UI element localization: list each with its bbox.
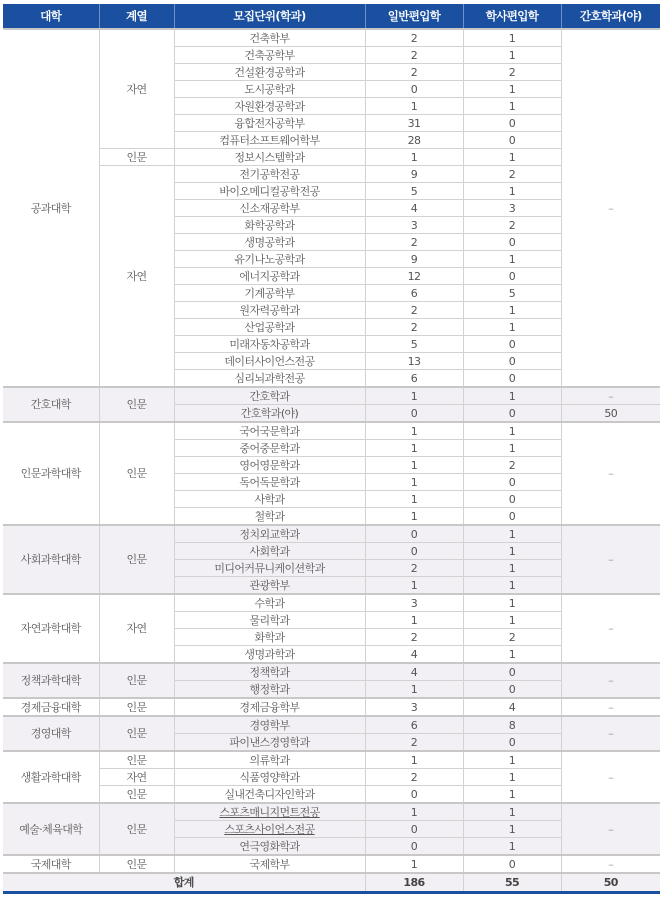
nursing-night-count: – (561, 855, 660, 873)
college-name: 경영대학 (3, 716, 99, 751)
track-name: 인문 (99, 786, 174, 804)
general-transfer-count: 9 (365, 166, 463, 183)
track-name: 인문 (99, 698, 174, 716)
general-transfer-count: 2 (365, 234, 463, 251)
track-name: 인문 (99, 855, 174, 873)
bachelor-transfer-count: 1 (463, 98, 561, 115)
department-link[interactable]: 스포츠매니지먼트전공 (219, 805, 320, 819)
general-transfer-count: 4 (365, 200, 463, 217)
nursing-night-count: 50 (561, 405, 660, 423)
general-transfer-count: 1 (365, 440, 463, 457)
department-name: 건축공학부 (174, 47, 365, 64)
transfer-admission-quota-table (3, 4, 660, 894)
bachelor-transfer-count: 2 (463, 217, 561, 234)
bachelor-transfer-count: 5 (463, 285, 561, 302)
college-name: 예술·체육대학 (3, 803, 99, 855)
general-transfer-count: 1 (365, 855, 463, 873)
general-transfer-count: 31 (365, 115, 463, 132)
general-transfer-count: 2 (365, 319, 463, 336)
header-general-transfer: 일반편입학 (365, 4, 463, 29)
bachelor-transfer-count: 8 (463, 716, 561, 734)
college-name: 간호대학 (3, 387, 99, 422)
bachelor-transfer-count: 1 (463, 81, 561, 98)
department-link[interactable]: 스포츠사이언스전공 (224, 822, 315, 836)
department-name[interactable] (174, 821, 365, 838)
general-transfer-count: 28 (365, 132, 463, 149)
department-name: 수학과 (174, 594, 365, 612)
track-name: 자연 (99, 166, 174, 388)
track-name: 인문 (99, 525, 174, 594)
general-transfer-count: 2 (365, 769, 463, 786)
general-transfer-count: 6 (365, 285, 463, 302)
bachelor-transfer-count: 2 (463, 166, 561, 183)
department-name: 사학과 (174, 491, 365, 508)
general-transfer-count: 4 (365, 646, 463, 664)
table-row (3, 716, 660, 734)
bachelor-transfer-count: 1 (463, 543, 561, 560)
general-transfer-count: 0 (365, 821, 463, 838)
department-name: 정보시스템학과 (174, 149, 365, 166)
college-name: 생활과학대학 (3, 751, 99, 803)
total-label: 합계 (3, 873, 365, 893)
department-name: 실내건축디자인학과 (174, 786, 365, 804)
track-name: 인문 (99, 387, 174, 422)
general-transfer-count: 1 (365, 387, 463, 405)
department-name: 신소재공학부 (174, 200, 365, 217)
bachelor-transfer-count: 1 (463, 821, 561, 838)
general-transfer-count: 1 (365, 422, 463, 440)
general-transfer-count: 2 (365, 47, 463, 64)
table-row (3, 387, 660, 405)
bachelor-transfer-count: 1 (463, 440, 561, 457)
department-name: 도시공학과 (174, 81, 365, 98)
general-transfer-count: 12 (365, 268, 463, 285)
general-transfer-count: 1 (365, 577, 463, 595)
department-name[interactable] (174, 803, 365, 821)
bachelor-transfer-count: 1 (463, 560, 561, 577)
department-name: 영어영문학과 (174, 457, 365, 474)
nursing-night-count: – (561, 594, 660, 663)
header-bachelor-transfer: 학사편입학 (463, 4, 561, 29)
department-name: 기계공학부 (174, 285, 365, 302)
department-name: 산업공학과 (174, 319, 365, 336)
college-name: 국제대학 (3, 855, 99, 873)
college-name: 인문과학대학 (3, 422, 99, 525)
department-name: 식품영양학과 (174, 769, 365, 786)
bachelor-transfer-count: 1 (463, 47, 561, 64)
general-transfer-count: 3 (365, 217, 463, 234)
general-transfer-count: 1 (365, 508, 463, 526)
general-transfer-count: 1 (365, 98, 463, 115)
general-transfer-count: 3 (365, 594, 463, 612)
college-name: 정책과학대학 (3, 663, 99, 698)
general-transfer-count: 1 (365, 149, 463, 166)
bachelor-transfer-count: 1 (463, 251, 561, 268)
department-name: 생명공학과 (174, 234, 365, 251)
department-name: 화학공학과 (174, 217, 365, 234)
bachelor-transfer-count: 0 (463, 132, 561, 149)
bachelor-transfer-count: 1 (463, 751, 561, 769)
general-transfer-count: 0 (365, 525, 463, 543)
general-transfer-count: 5 (365, 183, 463, 200)
table-row (3, 422, 660, 440)
department-name: 연극영화학과 (174, 838, 365, 856)
bachelor-transfer-count: 1 (463, 149, 561, 166)
department-name: 전기공학전공 (174, 166, 365, 183)
department-name: 컴퓨터소프트웨어학부 (174, 132, 365, 149)
bachelor-transfer-count: 0 (463, 663, 561, 681)
bachelor-transfer-count: 0 (463, 681, 561, 699)
general-transfer-count: 1 (365, 612, 463, 629)
department-name: 정책학과 (174, 663, 365, 681)
department-name: 경제금융학부 (174, 698, 365, 716)
bachelor-transfer-count: 0 (463, 336, 561, 353)
department-name: 관광학부 (174, 577, 365, 595)
nursing-night-count: – (561, 387, 660, 405)
track-name: 자연 (99, 29, 174, 149)
department-name: 독어독문학과 (174, 474, 365, 491)
department-name: 국어국문학과 (174, 422, 365, 440)
bachelor-transfer-count: 0 (463, 353, 561, 370)
general-transfer-count: 1 (365, 803, 463, 821)
track-name: 인문 (99, 422, 174, 525)
bachelor-transfer-count: 0 (463, 734, 561, 752)
bachelor-transfer-count: 1 (463, 803, 561, 821)
track-name: 자연 (99, 594, 174, 663)
bachelor-transfer-count: 2 (463, 64, 561, 81)
table-row (3, 525, 660, 543)
general-transfer-count: 0 (365, 543, 463, 560)
general-transfer-count: 0 (365, 81, 463, 98)
department-name: 건축학부 (174, 29, 365, 47)
department-name: 중어중문학과 (174, 440, 365, 457)
bachelor-transfer-count: 0 (463, 405, 561, 423)
college-name: 자연과학대학 (3, 594, 99, 663)
bachelor-transfer-count: 1 (463, 838, 561, 856)
department-name: 미래자동차공학과 (174, 336, 365, 353)
department-name: 경영학부 (174, 716, 365, 734)
college-name: 경제금융대학 (3, 698, 99, 716)
bachelor-transfer-count: 0 (463, 474, 561, 491)
total-row (3, 873, 660, 893)
general-transfer-count: 2 (365, 734, 463, 752)
department-name: 간호학과(야) (174, 405, 365, 423)
bachelor-transfer-count: 1 (463, 577, 561, 595)
department-name: 의류학과 (174, 751, 365, 769)
department-name: 원자력공학과 (174, 302, 365, 319)
track-name: 자연 (99, 769, 174, 786)
department-name: 물리학과 (174, 612, 365, 629)
bachelor-transfer-count: 1 (463, 525, 561, 543)
bachelor-transfer-count: 1 (463, 387, 561, 405)
header-track: 계열 (99, 4, 174, 29)
table-row (3, 29, 660, 47)
total-general: 186 (365, 873, 463, 893)
nursing-night-count: – (561, 29, 660, 387)
general-transfer-count: 1 (365, 681, 463, 699)
college-name: 사회과학대학 (3, 525, 99, 594)
table-row (3, 663, 660, 681)
bachelor-transfer-count: 0 (463, 234, 561, 251)
table-row (3, 594, 660, 612)
department-name: 화학과 (174, 629, 365, 646)
track-name: 인문 (99, 149, 174, 166)
nursing-night-count: – (561, 698, 660, 716)
table-row (3, 751, 660, 769)
nursing-night-count: – (561, 663, 660, 698)
general-transfer-count: 2 (365, 629, 463, 646)
nursing-night-count: – (561, 525, 660, 594)
bachelor-transfer-count: 1 (463, 302, 561, 319)
department-name: 데이터사이언스전공 (174, 353, 365, 370)
bachelor-transfer-count: 0 (463, 491, 561, 508)
bachelor-transfer-count: 1 (463, 769, 561, 786)
general-transfer-count: 0 (365, 838, 463, 856)
general-transfer-count: 1 (365, 457, 463, 474)
total-night: 50 (561, 873, 660, 893)
department-name: 미디어커뮤니케이션학과 (174, 560, 365, 577)
general-transfer-count: 4 (365, 663, 463, 681)
bachelor-transfer-count: 0 (463, 370, 561, 388)
track-name: 인문 (99, 803, 174, 855)
bachelor-transfer-count: 2 (463, 629, 561, 646)
total-bachelor: 55 (463, 873, 561, 893)
header-department: 모집단위(학과) (174, 4, 365, 29)
table-row (3, 698, 660, 716)
department-name: 에너지공학과 (174, 268, 365, 285)
general-transfer-count: 1 (365, 474, 463, 491)
department-name: 자원환경공학과 (174, 98, 365, 115)
general-transfer-count: 2 (365, 302, 463, 319)
department-name: 유기나노공학과 (174, 251, 365, 268)
nursing-night-count: – (561, 803, 660, 855)
bachelor-transfer-count: 3 (463, 200, 561, 217)
header-college: 대학 (3, 4, 99, 29)
department-name: 파이낸스경영학과 (174, 734, 365, 752)
department-name: 사회학과 (174, 543, 365, 560)
bachelor-transfer-count: 1 (463, 786, 561, 804)
header-nursing-night: 간호학과(야) (561, 4, 660, 29)
general-transfer-count: 2 (365, 560, 463, 577)
bachelor-transfer-count: 1 (463, 594, 561, 612)
bachelor-transfer-count: 4 (463, 698, 561, 716)
bachelor-transfer-count: 2 (463, 457, 561, 474)
general-transfer-count: 9 (365, 251, 463, 268)
table-row (3, 803, 660, 821)
nursing-night-count: – (561, 716, 660, 751)
college-name: 공과대학 (3, 29, 99, 387)
bachelor-transfer-count: 1 (463, 422, 561, 440)
bachelor-transfer-count: 1 (463, 183, 561, 200)
general-transfer-count: 6 (365, 370, 463, 388)
department-name: 정치외교학과 (174, 525, 365, 543)
bachelor-transfer-count: 1 (463, 319, 561, 336)
bachelor-transfer-count: 1 (463, 646, 561, 664)
general-transfer-count: 2 (365, 64, 463, 81)
general-transfer-count: 3 (365, 698, 463, 716)
general-transfer-count: 0 (365, 405, 463, 423)
department-name: 간호학과 (174, 387, 365, 405)
nursing-night-count: – (561, 751, 660, 803)
department-name: 철학과 (174, 508, 365, 526)
general-transfer-count: 1 (365, 491, 463, 508)
department-name: 국제학부 (174, 855, 365, 873)
department-name: 바이오메디컬공학전공 (174, 183, 365, 200)
track-name: 인문 (99, 663, 174, 698)
general-transfer-count: 0 (365, 786, 463, 804)
header-row (3, 4, 660, 29)
department-name: 건설환경공학과 (174, 64, 365, 81)
bachelor-transfer-count: 0 (463, 855, 561, 873)
general-transfer-count: 1 (365, 751, 463, 769)
bachelor-transfer-count: 0 (463, 115, 561, 132)
nursing-night-count: – (561, 422, 660, 525)
general-transfer-count: 5 (365, 336, 463, 353)
department-name: 심리뇌과학전공 (174, 370, 365, 388)
department-name: 생명과학과 (174, 646, 365, 664)
table-row (3, 855, 660, 873)
bachelor-transfer-count: 1 (463, 612, 561, 629)
track-name: 인문 (99, 716, 174, 751)
department-name: 융합전자공학부 (174, 115, 365, 132)
table-body (3, 29, 660, 873)
bachelor-transfer-count: 1 (463, 29, 561, 47)
general-transfer-count: 2 (365, 29, 463, 47)
track-name: 인문 (99, 751, 174, 769)
general-transfer-count: 13 (365, 353, 463, 370)
bachelor-transfer-count: 0 (463, 268, 561, 285)
department-name: 행정학과 (174, 681, 365, 699)
bachelor-transfer-count: 0 (463, 508, 561, 526)
general-transfer-count: 6 (365, 716, 463, 734)
